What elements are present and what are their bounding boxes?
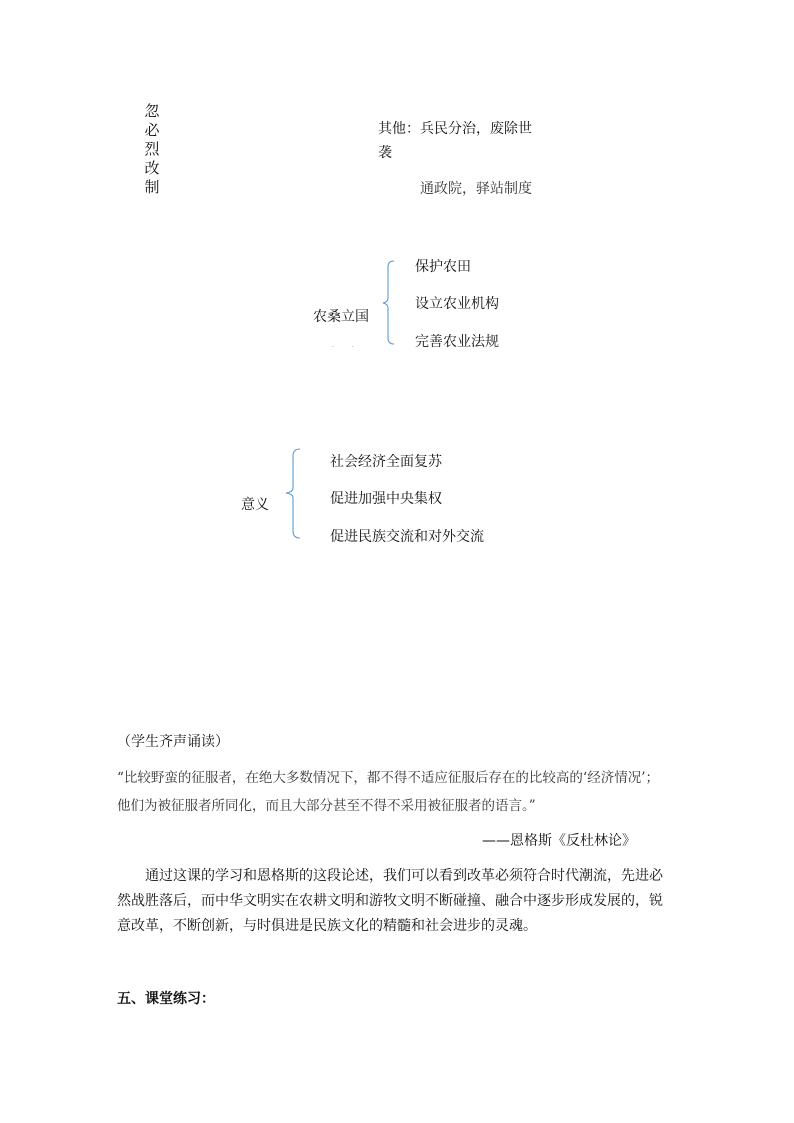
agriculture-label: 农桑立国	[313, 309, 369, 325]
significance-item: 促进民族交流和对外交流	[330, 529, 484, 545]
cut-text-box	[420, 180, 540, 197]
quote-attribution: ——恩格斯《反杜林论》	[482, 833, 636, 849]
vertical-char: 忽	[144, 102, 160, 120]
brace-agriculture	[382, 258, 402, 348]
agriculture-item: 保护农田	[415, 259, 471, 275]
agriculture-item: 设立农业机构	[415, 296, 499, 312]
summary-paragraph: 通过这课的学习和恩格斯的这段论述，我们可以看到改革必须符合时代潮流，先进必然战胜落后，而中华文明实在农耕文明和游牧文明不断碰撞、融合中逐步形成发展的，锐意改革，不断创新，与时俱进是民族文化的精髓和社会进步的灵魂。	[117, 868, 663, 934]
engels-quote: “比较野蛮的征服者，在绝大多数情况下，都不得不适应征服后存在的比较高的‘经济情况’；他们为被征服者所同化，而且大部分甚至不得不采用被征服者的语言。”	[117, 770, 659, 814]
vertical-char: 改	[144, 159, 160, 177]
vertical-title	[143, 102, 161, 197]
significance-item: 促进加强中央集权	[330, 491, 442, 507]
vertical-char: 必	[144, 121, 160, 139]
section-heading: 五、课堂练习：	[117, 991, 215, 1007]
significance-label: 意义	[241, 497, 269, 513]
brace-significance	[284, 446, 306, 542]
agriculture-item: 完善农业法规	[415, 334, 499, 350]
reading-instruction: （学生齐声诵读）	[117, 734, 229, 750]
vertical-char: 制	[144, 178, 160, 196]
significance-item: 社会经济全面复苏	[330, 454, 442, 470]
other-reforms-text: 其他：兵民分治，废除世袭	[378, 121, 532, 161]
cut-text: 通政院，驿站制度	[420, 181, 532, 197]
vertical-char: 烈	[144, 140, 160, 158]
dots: · ·	[332, 344, 362, 351]
